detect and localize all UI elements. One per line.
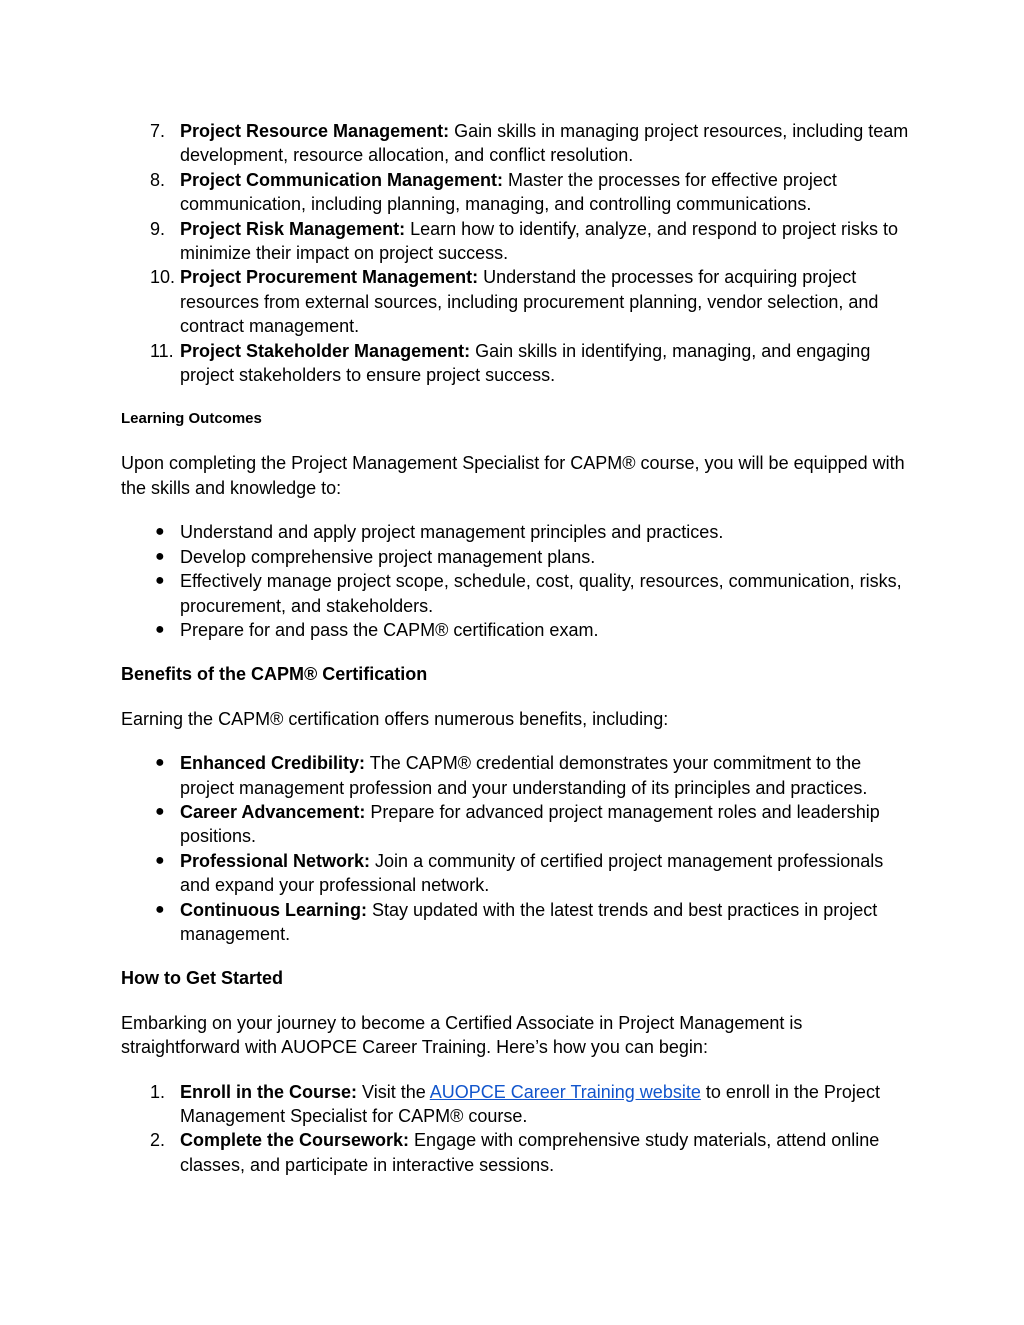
list-item-text: Prepare for advanced project management roles and leadership positions.	[180, 801, 880, 847]
list-number: 8.	[150, 169, 166, 190]
list-number: 9.	[150, 218, 166, 239]
list-item-text: Understand and apply project management principles and practices.	[180, 522, 724, 543]
list-item-text: Stay updated with the latest trends and best practices in project management.	[180, 899, 878, 944]
learning-outcomes-intro: Upon completing the Project Management Specialist for CAPM® course, you will be equipped with the skills and knowledge to:	[121, 453, 905, 498]
list-item	[121, 217, 911, 266]
list-item	[121, 751, 911, 800]
list-item-title: Professional Network:	[180, 850, 371, 871]
list-item-text: Join a community of certified project management professionals and expand your professional network.	[180, 850, 884, 896]
list-item-text: to enroll in the Project Management Specialist for CAPM® course.	[180, 1081, 880, 1126]
list-item-text: Prepare for and pass the CAPM® certification exam.	[180, 619, 599, 640]
list-item-title: Complete the Coursework:	[180, 1130, 410, 1151]
list-item-text: Engage with comprehensive study materials, attend online classes, and participate in interactive sessions.	[180, 1130, 880, 1175]
learning-outcomes-heading: Learning Outcomes	[121, 410, 262, 428]
list-item-title: Project Stakeholder Management:	[180, 340, 471, 361]
list-item-title: Enroll in the Course:	[180, 1081, 358, 1102]
get-started-heading: How to Get Started	[121, 968, 284, 989]
list-number: 10.	[150, 267, 176, 288]
bullet-icon: ●	[155, 523, 165, 541]
benefits-intro: Earning the CAPM® certification offers numerous benefits, including:	[121, 708, 669, 729]
list-item-text: Develop comprehensive project management plans.	[180, 546, 596, 567]
list-item-title: Project Communication Management:	[180, 169, 504, 190]
bullet-icon: ●	[155, 620, 165, 638]
list-item	[121, 849, 911, 898]
list-item	[121, 618, 911, 642]
get-started-steps	[121, 1080, 911, 1178]
bullet-icon: ●	[155, 547, 165, 565]
bullet-icon: ●	[155, 900, 165, 918]
list-item	[121, 168, 911, 217]
list-item	[121, 800, 911, 849]
list-item-text: Understand the processes for acquiring project resources from external sources, including procurement planning, vendor selection, and contract management.	[180, 267, 879, 337]
benefits-heading: Benefits of the CAPM® Certification	[121, 664, 428, 685]
knowledge-areas-list	[121, 119, 911, 387]
list-item-text: Gain skills in managing project resources, including team development, resource allocation, and conflict resolution.	[180, 121, 909, 166]
benefits-list	[121, 751, 911, 946]
list-item-text: Gain skills in identifying, managing, and engaging project stakeholders to ensure project success.	[180, 340, 871, 386]
list-item-text: The CAPM® credential demonstrates your commitment to the project management profession and your understanding of its principles and practices.	[180, 753, 868, 798]
bullet-icon: ●	[155, 754, 165, 772]
list-item	[121, 520, 911, 544]
list-item-title: Continuous Learning:	[180, 899, 367, 920]
list-number: 2.	[150, 1130, 166, 1151]
list-item-text: Master the processes for effective project communication, including planning, managing, and controlling communications.	[180, 169, 837, 215]
bullet-icon: ●	[155, 802, 165, 820]
list-item-text: Visit the	[357, 1081, 430, 1102]
list-item-title: Project Resource Management:	[180, 121, 450, 141]
list-item	[121, 119, 911, 168]
list-number: 1.	[150, 1081, 166, 1102]
list-item-text: Effectively manage project scope, schedule, cost, quality, resources, communication, risks, procurement, and stakeholders.	[180, 571, 902, 616]
list-item	[121, 1128, 911, 1177]
list-item-text: Learn how to identify, analyze, and respond to project risks to minimize their impact on project success.	[180, 218, 899, 264]
list-item	[121, 265, 911, 338]
list-item-title: Career Advancement:	[180, 801, 366, 822]
list-item-title: Enhanced Credibility:	[180, 753, 366, 774]
bullet-icon: ●	[155, 572, 165, 590]
list-item	[121, 569, 911, 618]
auopce-website-link[interactable]: AUOPCE Career Training website	[429, 1081, 701, 1102]
list-item	[121, 898, 911, 947]
get-started-intro: Embarking on your journey to become a Certified Associate in Project Management is straightforward with AUOPCE Career Training. Here’s how you can begin:	[121, 1012, 803, 1058]
list-item-title: Project Procurement Management:	[180, 267, 479, 288]
list-item-title: Project Risk Management:	[180, 218, 406, 239]
bullet-icon: ●	[155, 851, 165, 869]
list-item	[121, 339, 911, 388]
list-number: 11.	[150, 340, 174, 361]
learning-outcomes-list	[121, 520, 911, 642]
list-number: 7.	[150, 121, 166, 141]
document-page	[121, 119, 911, 1177]
list-item	[121, 1080, 911, 1129]
list-item	[121, 545, 911, 569]
